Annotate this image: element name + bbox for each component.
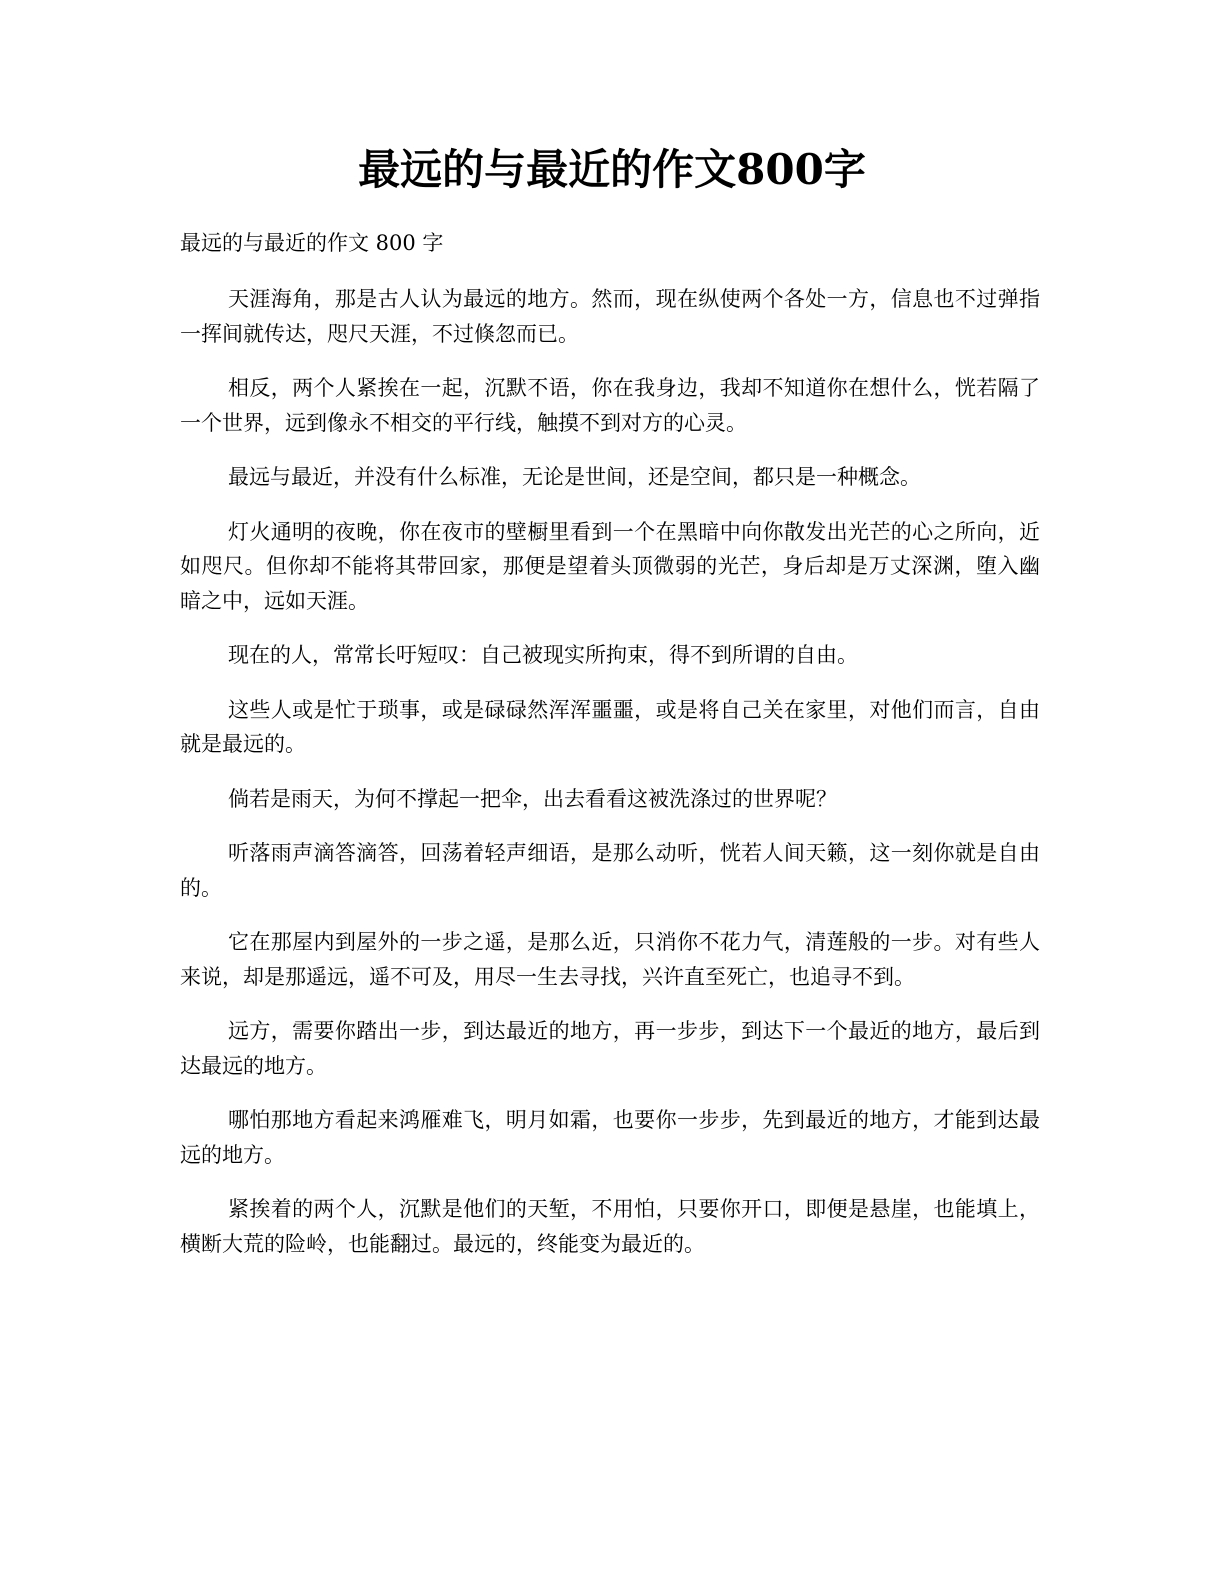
paragraph-6: 这些人或是忙于琐事，或是碌碌然浑浑噩噩，或是将自己关在家里，对他们而言，自由就是最远的。 — [180, 697, 1040, 756]
document-subtitle: 最远的与最近的作文 800 字 — [180, 231, 444, 255]
paragraph-8: 听落雨声滴答滴答，回荡着轻声细语，是那么动听，恍若人间天籁，这一刻你就是自由的。 — [180, 841, 1040, 900]
paragraph-7: 倘若是雨天，为何不撑起一把伞，出去看看这被洗涤过的世界呢？ — [228, 786, 837, 811]
paragraph-1: 天涯海角，那是古人认为最远的地方。然而，现在纵使两个各处一方，信息也不过弹指一挥间就传达，咫尺天涯，不过倏忽而已。 — [180, 287, 1040, 346]
document-body — [180, 282, 1040, 1281]
paragraph-9: 它在那屋内到屋外的一步之遥，是那么近，只消你不花力气，清莲般的一步。对有些人来说，却是那遥远，遥不可及，用尽一生去寻找，兴许直至死亡，也追寻不到。 — [180, 930, 1040, 989]
paragraph-10: 远方，需要你踏出一步，到达最近的地方，再一步步，到达下一个最近的地方，最后到达最远的地方。 — [180, 1019, 1040, 1078]
paragraph-5: 现在的人，常常长吁短叹：自己被现实所拘束，得不到所谓的自由。 — [228, 643, 858, 667]
paragraph-12: 紧挨着的两个人，沉默是他们的天堑，不用怕，只要你开口，即便是悬崖，也能填上，横断大荒的险岭，也能翻过。最远的，终能变为最近的。 — [180, 1197, 1040, 1256]
paragraph-3: 最远与最近，并没有什么标准，无论是世间，还是空间，都只是一种概念。 — [228, 465, 921, 489]
paragraph-11: 哪怕那地方看起来鸿雁难飞，明月如霜，也要你一步步，先到最近的地方，才能到达最远的地方。 — [180, 1108, 1040, 1167]
paragraph-4: 灯火通明的夜晚，你在夜市的壁橱里看到一个在黑暗中向你散发出光芒的心之所向，近如咫尺。但你却不能将其带回家，那便是望着头顶微弱的光芒，身后却是万丈深渊，堕入幽暗之中，远如天涯。 — [180, 519, 1040, 613]
paragraph-2: 相反，两个人紧挨在一起，沉默不语，你在我身边，我却不知道你在想什么，恍若隔了一个世界，远到像永不相交的平行线，触摸不到对方的心灵。 — [180, 376, 1040, 435]
document-title: 最远的与最近的作文800字 — [358, 145, 866, 194]
